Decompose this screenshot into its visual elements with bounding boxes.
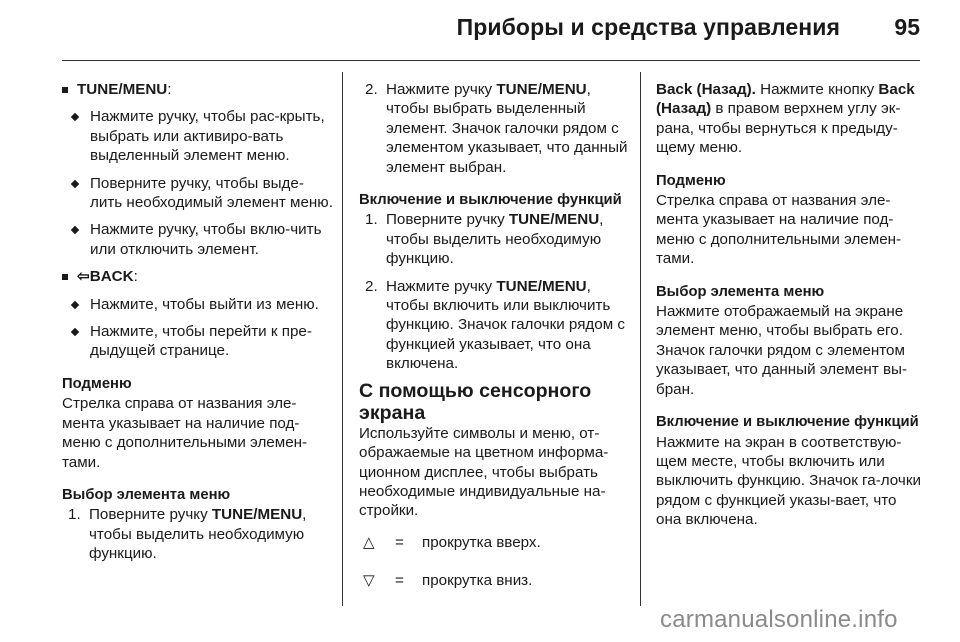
step-text: Поверните ручку [386,211,509,229]
column-divider [342,72,343,606]
toggle-heading: Включение и выключение функций [359,192,622,209]
scroll-down-row [359,571,632,609]
square-bullet-icon [62,274,68,280]
page-number: 95 [894,14,920,40]
step-number: 1. [365,211,378,229]
list-item-text: Нажмите, чтобы перейти к пре-дыдущей странице. [90,323,312,360]
column-divider [640,72,641,606]
step-bold: TUNE/MENU [211,506,303,524]
list-item-text: Нажмите, чтобы выйти из меню. [90,295,319,313]
triangle-up-icon: △ [363,533,375,551]
diamond-bullet-icon [71,300,79,308]
list-item-text: Нажмите ручку, чтобы вклю-чить или отключить элемент. [90,221,322,258]
select-item-text: Нажмите отображаемый на экране элемент меню, чтобы выбрать его. Значок галочки рядом с элементом указывает, что данный элемент вы-бран. [656,303,908,398]
touchscreen-heading: С помощью сенсорного экрана [359,379,592,424]
numbered-step [359,80,632,177]
colon: : [133,268,138,286]
equals-sign: = [395,533,404,551]
scroll-up-text: прокрутка вверх. [422,533,541,551]
numbered-step [359,210,632,268]
watermark: carmanualsonline.info [660,606,898,633]
back-label: BACK [89,268,134,286]
step-text: , чтобы выделить необходимую функцию. [386,211,604,268]
select-item-heading: Выбор элемента меню [62,486,231,503]
step-text: Нажмите ручку [386,81,497,98]
tune-menu-label: TUNE/MENU [77,81,168,98]
step-number: 2. [365,277,378,295]
page-title: Приборы и средства управления [456,14,840,40]
step-text: Поверните ручку [89,506,212,524]
back-paragraph [656,80,922,158]
back-bullet [62,267,334,286]
back-text: в правом верхнем углу эк-рана, чтобы вернуться к предыду-щему меню. [656,100,901,157]
diamond-bullet-icon [71,226,79,234]
diamond-bullet-icon [71,179,79,187]
list-item [62,107,334,165]
triangle-down-icon: ▽ [363,571,375,589]
toggle-heading: Включение и выключение функций [656,414,919,431]
step-text: , чтобы выбрать выделенный элемент. Значок галочки рядом с элементом указывает, что данный элемент выбран. [386,81,628,176]
touchscreen-text: Используйте символы и меню, от-ображаемые на цветном информа-ционном дисплее, чтобы выбрать необходимые индивидуальные на-стройки. [359,424,609,520]
scroll-up-row [359,533,632,571]
column-3 [656,80,922,530]
back-bold: Back (Назад) [656,81,915,118]
list-item [62,295,334,314]
step-number: 2. [365,81,378,98]
step-bold: TUNE/MENU [496,81,587,98]
submenu-heading: Подменю [62,375,132,392]
list-item [62,220,334,259]
submenu-text: Стрелка справа от названия эле-мента указывает на наличие под-меню с дополнительными элемен-тами. [656,192,902,268]
diamond-bullet-icon [71,113,79,121]
step-number: 1. [68,506,81,524]
back-bold: Back (Назад). [656,81,756,98]
back-arrow-icon: ⇦ [77,268,90,286]
column-2 [359,80,632,609]
tune-menu-bullet [62,80,334,99]
numbered-step [359,277,632,374]
diamond-bullet-icon [71,328,79,336]
step-bold: TUNE/MENU [496,277,587,295]
step-text: , чтобы включить или выключить функцию. Значок галочки рядом с функцией указывает, что она включена. [386,277,625,373]
square-bullet-icon [62,87,68,93]
list-item [62,174,334,213]
list-item-text: Нажмите ручку, чтобы рас-крыть, выбрать или активиро-вать выделенный элемент меню. [90,108,325,165]
numbered-step [62,505,334,563]
step-bold: TUNE/MENU [508,211,600,229]
back-text: Нажмите кнопку [755,81,879,98]
submenu-text: Стрелка справа от названия эле-мента указывает на наличие под-меню с дополнительными элемен-тами. [62,395,308,471]
step-text: , чтобы выделить необходимую функцию. [89,506,307,563]
equals-sign: = [395,571,404,589]
toggle-text: Нажмите на экран в соответствую-щем месте, чтобы включить или выключить функцию. Значок га-лочки рядом с функцией указы-вает, что она включена. [656,433,921,529]
select-item-heading: Выбор элемента меню [656,283,825,300]
column-1 [62,80,334,564]
scroll-down-text: прокрутка вниз. [422,571,533,589]
header-rule [62,60,920,61]
colon: : [167,81,172,98]
step-text: Нажмите ручку [386,277,497,295]
list-item-text: Поверните ручку, чтобы выде-лить необходимый элемент меню. [90,174,333,212]
page-header [0,0,960,60]
submenu-heading: Подменю [656,172,726,189]
list-item [62,322,334,361]
